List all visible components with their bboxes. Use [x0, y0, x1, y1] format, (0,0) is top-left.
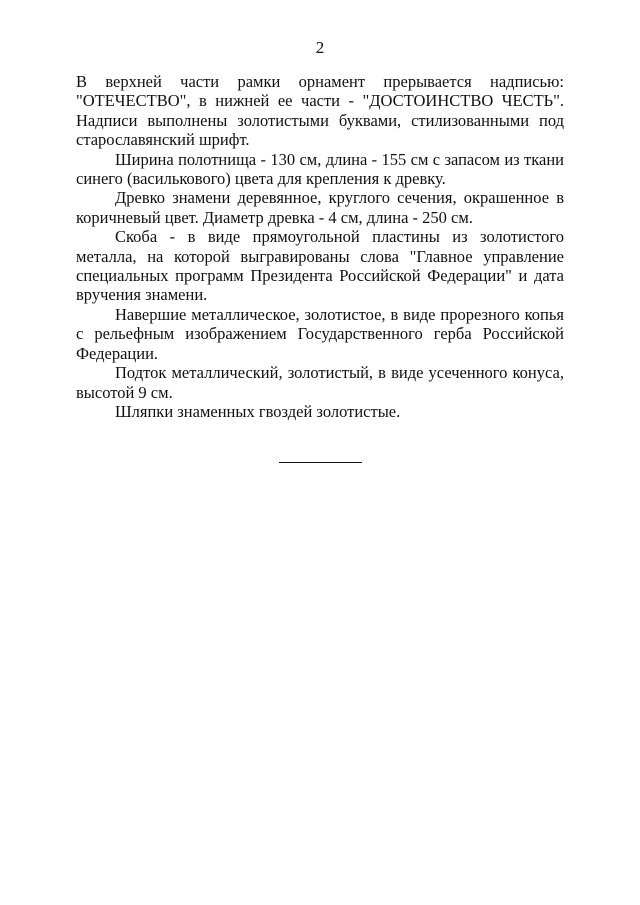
paragraph-bracket: Скоба - в виде прямоугольной пластины из золотистого металла, на которой выгравированы слова "Главное управление специальных программ Президента Российской Федерации" и дата вручения знамени. [76, 227, 564, 305]
paragraph-butt-cap: Подток металлический, золотистый, в виде усеченного конуса, высотой 9 см. [76, 363, 564, 402]
document-body [76, 72, 564, 421]
paragraph-finial: Навершие металлическое, золотистое, в виде прорезного копья с рельефным изображением Государственного герба Российской Федерации. [76, 304, 564, 363]
paragraph-frame-inscriptions: В верхней части рамки орнамент прерывается надписью: "ОТЕЧЕСТВО", в нижней ее части - "ДОСТОИНСТВО ЧЕСТЬ". Надписи выполнены золотистыми буквами, стилизованными под старославянский шрифт. [76, 72, 564, 150]
page-number: 2 [315, 38, 325, 57]
end-of-text-rule [279, 462, 362, 463]
paragraph-cloth-dimensions: Ширина полотнища - 130 см, длина - 155 см с запасом из ткани синего (василькового) цвета для крепления к древку. [76, 149, 564, 189]
paragraph-nail-heads: Шляпки знаменных гвоздей золотистые. [115, 401, 401, 421]
paragraph-staff: Древко знамени деревянное, круглого сечения, окрашенное в коричневый цвет. Диаметр древка - 4 см, длина - 250 см. [76, 188, 564, 227]
